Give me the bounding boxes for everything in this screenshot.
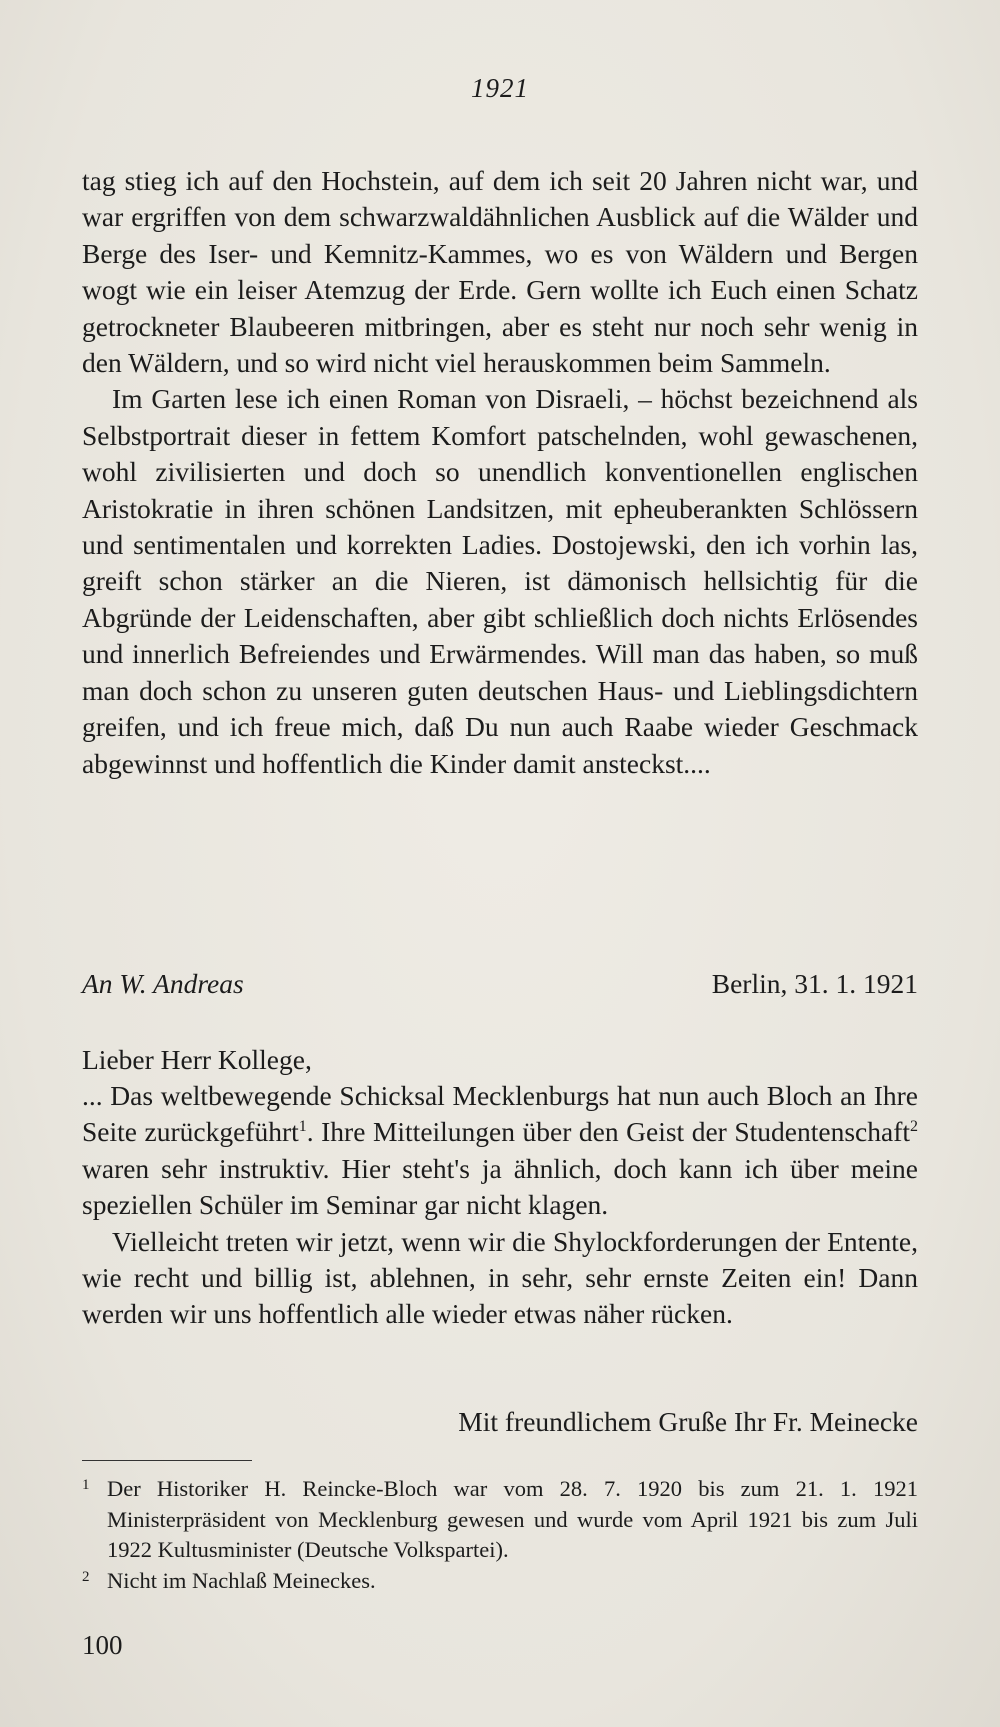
letter-continuation bbox=[82, 163, 918, 782]
footnote-reference: 2 bbox=[910, 1118, 919, 1136]
paragraph: Vielleicht treten wir jetzt, wenn wir die Shylockforderungen der Entente, wie recht und billig ist, ablehnen, in sehr, sehr ernste Zeiten ein! Dann werden wir uns hoffentlich alle wieder etwas näher rücken. bbox=[82, 1225, 918, 1330]
page-number: 100 bbox=[82, 1630, 123, 1660]
footnote bbox=[82, 1474, 918, 1566]
letter-heading bbox=[82, 966, 918, 1002]
letter-body bbox=[82, 1078, 918, 1333]
running-header-year: 1921 bbox=[471, 73, 529, 103]
paragraph-text: ... Das weltbewegende Schicksal Mecklenburgs hat nun auch Bloch an Ihre Seite zurückgeführt bbox=[82, 1080, 918, 1148]
letter-salutation: Lieber Herr Kollege, bbox=[82, 1044, 312, 1075]
paragraph bbox=[82, 1078, 918, 1224]
paragraph: tag stieg ich auf den Hochstein, auf dem ich seit 20 Jahren nicht war, und war ergriffen von dem schwarzwaldähnlichen Ausblick auf die Wälder und Berge des Iser- und Kemnitz-Kammes, wo es von Wäldern und Bergen wogt wie ein leiser Atemzug der Erde. Gern wollte ich Euch einen Schatz getrockneter Blaubeeren mitbringen, aber es steht nur noch sehr wenig in den Wäldern, und so wird nicht viel herauskommen beim Sammeln. bbox=[82, 165, 918, 379]
footnote-reference: 1 bbox=[298, 1118, 307, 1136]
footnote-divider bbox=[82, 1460, 252, 1461]
paragraph-text: . Ihre Mitteilungen über den Geist der Studentenschaft bbox=[306, 1116, 911, 1148]
letter-recipient: An W. Andreas bbox=[82, 968, 244, 999]
paragraph-text: waren sehr instruktiv. Hier steht's ja ähnlich, doch kann ich über meine speziellen Schüler im Seminar gar nicht klagen. bbox=[82, 1152, 918, 1221]
footnotes bbox=[82, 1474, 918, 1596]
footnote-mark: 2 bbox=[82, 1568, 90, 1585]
footnote-text: Der Historiker H. Reincke-Bloch war vom 28. 7. 1920 bis zum 21. 1. 1921 Ministerpräsident von Mecklenburg gewesen und wurde vom April 1921 bis zum Juli 1922 Kultusminister (Deutsche Volkspartei). bbox=[107, 1476, 918, 1562]
letter-place-date: Berlin, 31. 1. 1921 bbox=[711, 968, 918, 999]
footnote bbox=[82, 1566, 918, 1597]
footnote-text: Nicht im Nachlaß Meineckes. bbox=[107, 1567, 376, 1593]
footnote-mark: 1 bbox=[82, 1477, 90, 1493]
letter-closing: Mit freundlichem Gruße Ihr Fr. Meinecke bbox=[458, 1406, 918, 1437]
paragraph: Im Garten lese ich einen Roman von Disraeli, – höchst bezeichnend als Selbstportrait dieser in fettem Komfort patschelnden, wohl gewaschenen, wohl zivilisierten und doch so unendlich konventionellen englischen Aristokratie in ihren schönen Landsitzen, mit epheuberankten Schlössern und sentimentalen und korrekten Ladies. Dostojewski, den ich vorhin las, greift schon stärker an die Nieren, ist dämonisch hellsichtig für die Abgründe der Leidenschaften, aber gibt schließlich doch nichts Erlösendes und innerlich Befreiendes und Erwärmendes. Will man das haben, so muß man doch schon zu unseren guten deutschen Haus- und Lieblingsdichtern greifen, und ich freue mich, daß Du nun auch Raabe wieder Geschmack abgewinnst und hoffentlich die Kinder damit ansteckst.... bbox=[82, 383, 918, 779]
